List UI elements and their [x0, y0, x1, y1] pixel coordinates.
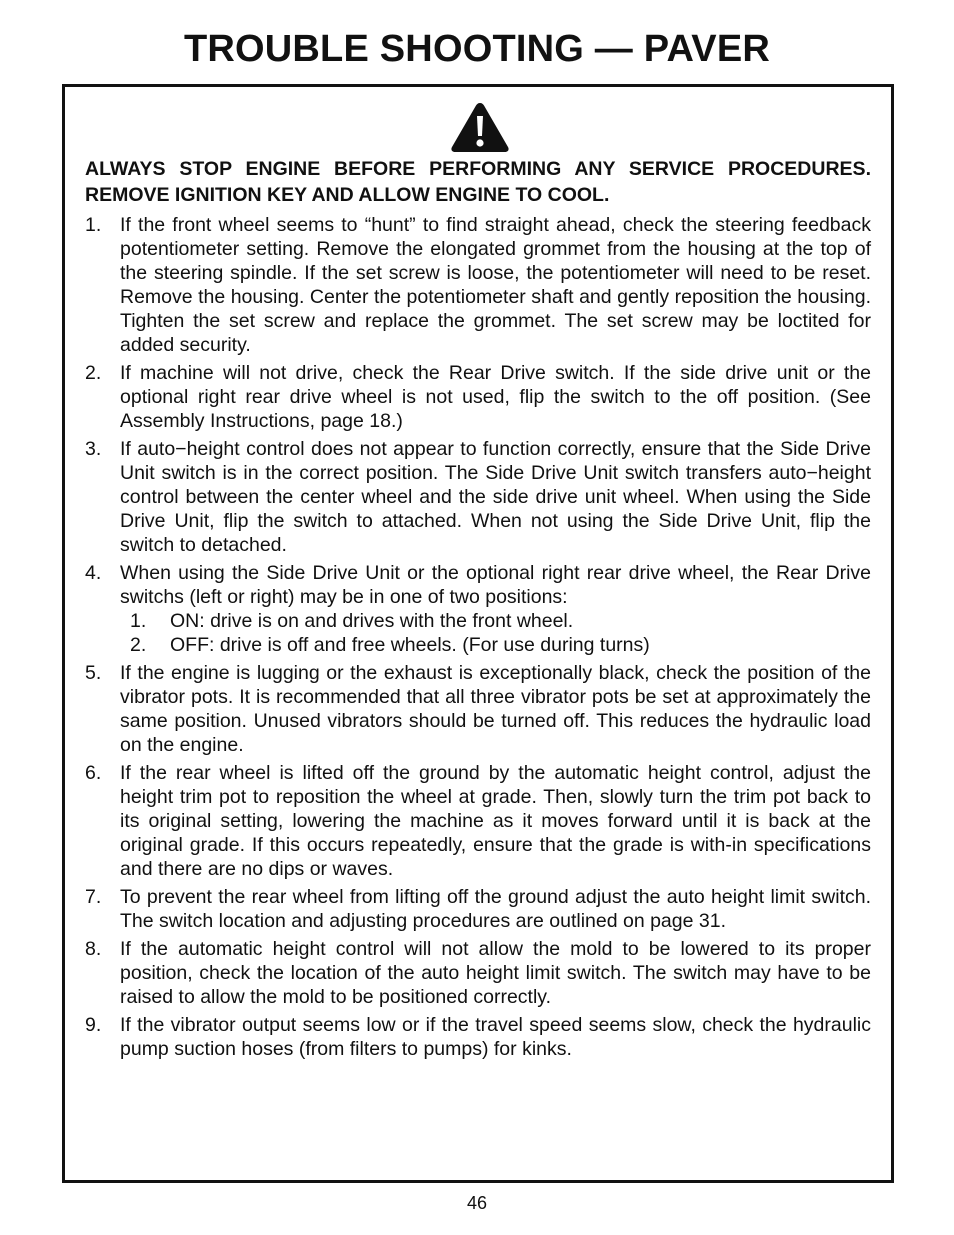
sub-item-number: 2. [130, 634, 147, 656]
sub-list-item [120, 633, 871, 657]
list-item [85, 937, 871, 1009]
page-number: 46 [466, 1193, 488, 1213]
list-item [85, 213, 871, 357]
item-number: 5. [85, 662, 102, 684]
list-item [85, 885, 871, 933]
sub-item-number: 1. [130, 610, 147, 632]
item-text: If machine will not drive, check the Rear Drive switch. If the side drive unit or the optional right rear drive wheel is not used, flip the switch to the off position. (See Assembly Instructions, page 18.) [120, 362, 871, 432]
safety-warning: ALWAYS STOP ENGINE BEFORE PERFORMING ANY SERVICE PROCEDURES. REMOVE IGNITION KEY AND ALLOW ENGINE TO COOL. [85, 158, 871, 206]
sub-list-item [120, 609, 871, 633]
item-number: 4. [85, 562, 102, 584]
item-text: If the vibrator output seems low or if the travel speed seems slow, check the hydraulic pump suction hoses (from filters to pumps) for kinks. [120, 1014, 871, 1060]
warning-triangle-icon [450, 101, 510, 153]
page-title: TROUBLE SHOOTING — PAVER [183, 28, 771, 70]
item-text: If the automatic height control will not allow the mold to be lowered to its proper position, check the location of the auto height limit switch. The switch may have to be raised to allow the mold to be positioned correctly. [120, 938, 871, 1008]
item-text: To prevent the rear wheel from lifting off the ground adjust the auto height limit switch. The switch location and adjusting procedures are outlined on page 31. [120, 886, 871, 932]
list-item [85, 761, 871, 881]
list-item [85, 361, 871, 433]
item-number: 9. [85, 1014, 102, 1036]
list-item [85, 1013, 871, 1061]
list-item [85, 561, 871, 657]
sub-item-text: ON: drive is on and drives with the front wheel. [170, 610, 574, 632]
sub-list [120, 609, 871, 657]
list-item [85, 437, 871, 557]
item-number: 8. [85, 938, 102, 960]
item-text: If the front wheel seems to “hunt” to find straight ahead, check the steering feedback potentiometer setting. Remove the elongated grommet from the housing at the top of the steering spindle. If the set screw is loose, the potentiometer will need to be reset. Remove the housing. Center the potentiometer shaft and gently reposition the housing. Tighten the set screw and replace the grommet. The set screw may be loctited for added security. [120, 214, 871, 356]
item-text: If auto−height control does not appear to function correctly, ensure that the Side Drive Unit switch is in the correct position. The Side Drive Unit switch transfers auto−height control between the center wheel and the side drive unit wheel. When using the Side Drive Unit, flip the switch to attached. When not using the Side Drive Unit, flip the switch to detached. [120, 438, 871, 556]
list-item [85, 661, 871, 757]
troubleshooting-list [85, 213, 871, 1065]
item-number: 6. [85, 762, 102, 784]
item-number: 3. [85, 438, 102, 460]
item-text: If the engine is lugging or the exhaust is exceptionally black, check the position of the vibrator pots. It is recommended that all three vibrator pots be set at approximately the same position. Unused vibrators should be turned off. This reduces the hydraulic load on the engine. [120, 662, 871, 756]
content-box [62, 84, 894, 1183]
item-number: 2. [85, 362, 102, 384]
item-text: When using the Side Drive Unit or the optional right rear drive wheel, the Rear Drive switchs (left or right) may be in one of two positions: [120, 562, 871, 608]
item-number: 7. [85, 886, 102, 908]
sub-item-text: OFF: drive is off and free wheels. (For use during turns) [170, 634, 650, 656]
item-text: If the rear wheel is lifted off the ground by the automatic height control, adjust the height trim pot to reposition the wheel at grade. Then, slowly turn the trim pot back to its original setting, lowering the machine as it moves forward until it is back at the original grade. If this occurs repeatedly, ensure that the grade is with-in specifications and there are no dips or waves. [120, 762, 871, 880]
item-number: 1. [85, 214, 102, 236]
